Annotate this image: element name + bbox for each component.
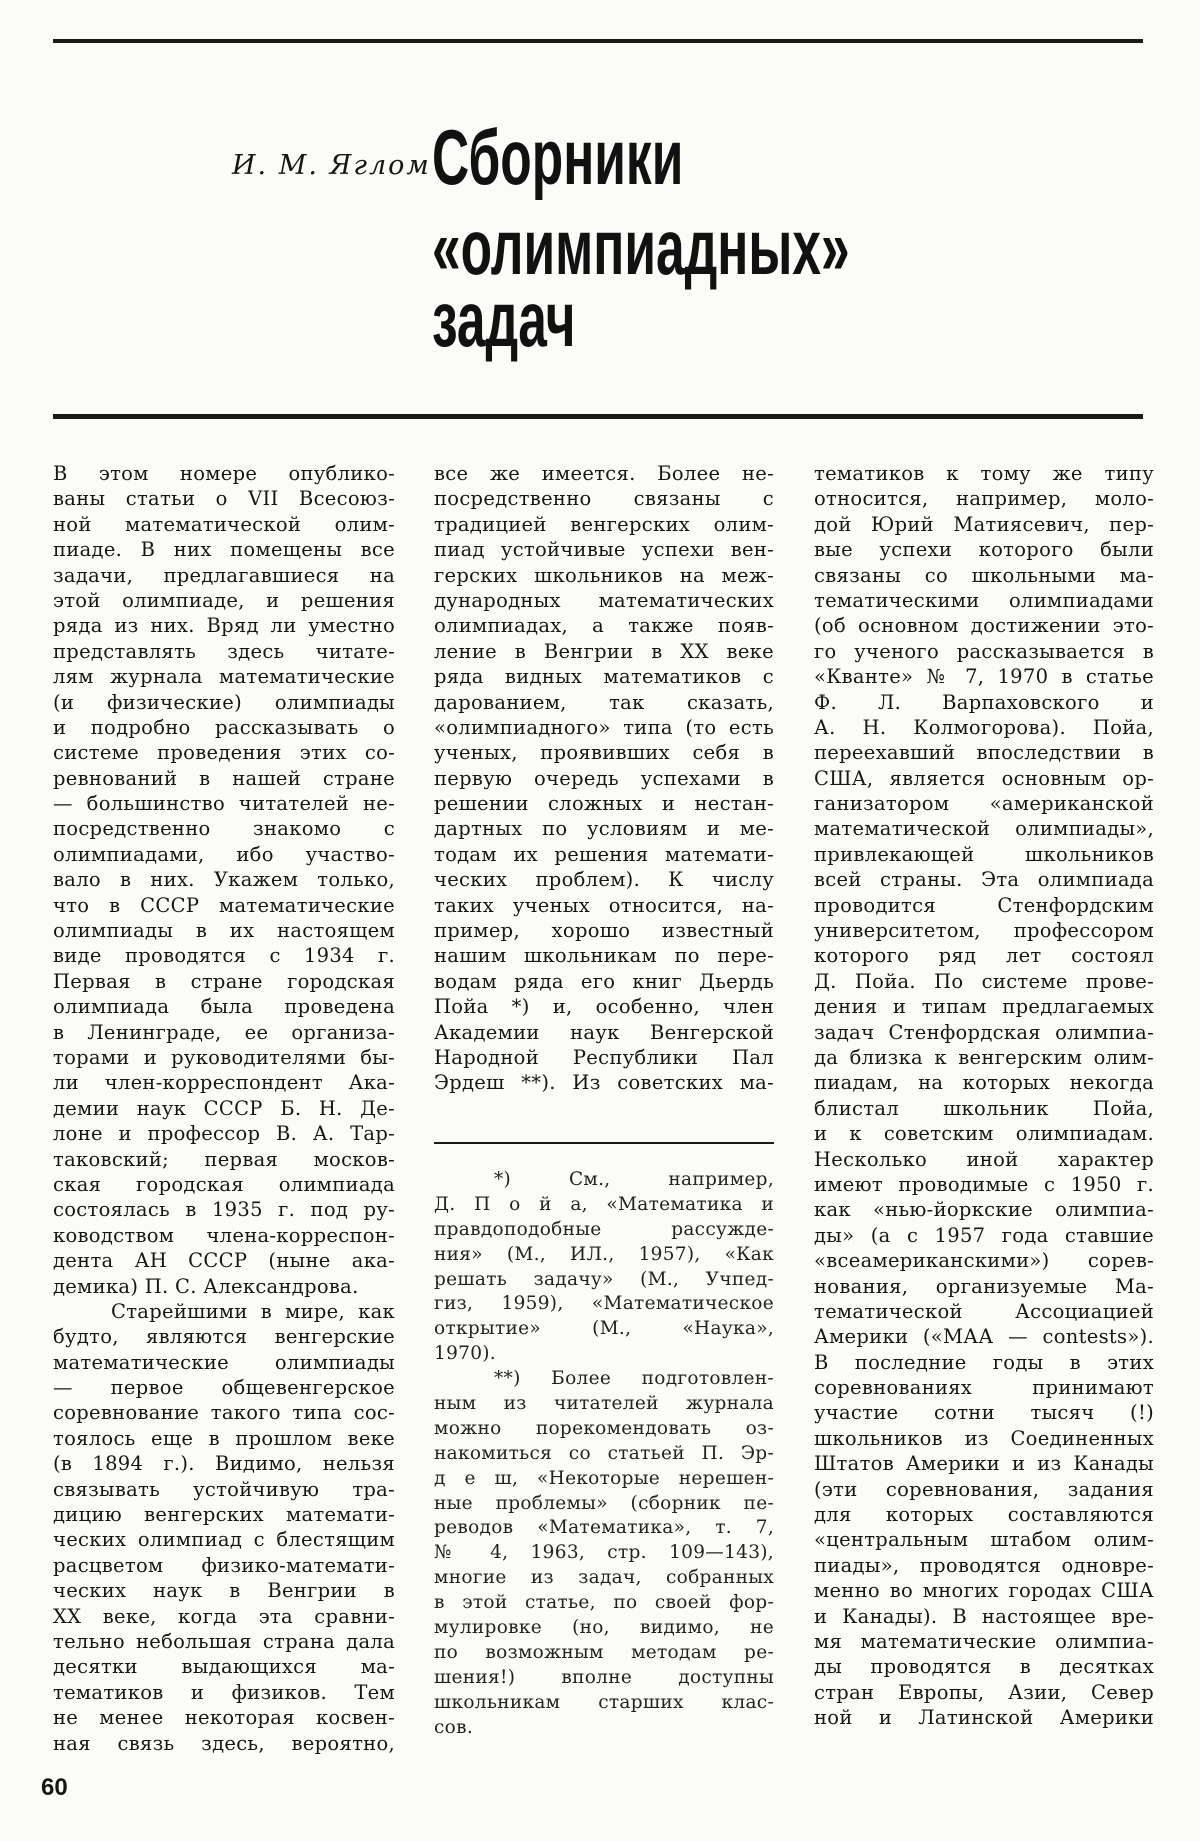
paragraph [53,461,395,1299]
text-line: Академии наук Венгерской [434,1020,774,1044]
text-line: решать задачу» (М., Учпед- [434,1268,774,1290]
text-line: относится, например, моло- [814,487,1154,511]
text-line: тематиков к тому же типу [814,462,1154,485]
text-line: стран Европы, Азии, Север [814,1680,1154,1704]
text-line: связаны со школьными ма- [814,563,1154,587]
text-line: в этой статье, по своей фор- [434,1592,774,1614]
text-column-3 [814,461,1154,1731]
text-line: участие сотни тысяч (!) [814,1401,1154,1425]
text-line: д е ш, «Некоторые нерешен- [434,1467,774,1489]
text-line: (эти соревнования, задания [814,1477,1154,1501]
text-line: пиадам, на которых некогда [814,1071,1154,1095]
text-line: герских школьников на меж- [434,563,774,587]
text-line: Д. П о й а, «Математика и [434,1193,774,1215]
text-line: Старейшими в мире, как [111,1299,395,1323]
text-line: проводится Стенфордским [814,893,1154,917]
text-line: гиз, 1959), «Математическое [434,1293,774,1315]
text-line: дой Юрий Матиясевич, пер- [814,512,1154,536]
text-line: Народной Республики Пал [434,1045,774,1069]
text-line: ганизатором «американской [814,792,1154,816]
text-line: и Канады). В настоящее вре- [814,1604,1154,1628]
text-line: таких ученых относится, на- [434,893,774,917]
article-title-line-2: «олимпиадных» [432,203,850,291]
text-column-1 [53,461,395,1756]
paragraph [434,461,774,1096]
text-line: для которых составляются [814,1503,1154,1527]
text-line: ваны статьи о VII Всесоюз- [53,487,395,511]
text-line: пример, хорошо известный [434,919,774,943]
footnotes [434,1168,774,1740]
text-line: Несколько иной характер [814,1147,1154,1171]
text-line: ния» (М., ИЛ., 1957), «Как [434,1243,774,1265]
text-line: (и физические) олимпиады [53,690,395,714]
text-line: менно во многих городах США [814,1579,1154,1603]
text-line: дународных математических [434,588,774,612]
text-line: ряда видных математиков с [434,665,774,689]
text-line: первую очередь успехами в [434,766,774,790]
text-line: да близка к венгерским олим- [814,1045,1154,1069]
text-line: школьников из Соединенных [814,1426,1154,1450]
text-line: 1970). [434,1343,496,1365]
text-line: десятки выдающихся ма- [53,1655,395,1679]
text-line: мя математические олимпиа- [814,1629,1154,1653]
text-line: связывать устойчивую тра- [53,1477,395,1501]
text-line: ные проблемы» (сборник пе- [434,1492,774,1514]
text-line: правдоподобные рассужде- [434,1218,774,1240]
text-line: которого ряд лет состоял [814,944,1154,968]
text-line: ды проводятся в десятках [814,1655,1154,1679]
text-line: тодам их решения математи- [434,842,774,866]
article-title-line-3: задач [432,275,576,363]
text-line: задачи, предлагавшиеся на [53,563,395,587]
text-line: ды» (а с 1957 года ставшие [814,1223,1154,1247]
article-author: И. М. Яглом [232,150,431,181]
text-line: нашим школьникам по пере- [434,944,774,968]
text-line: ли член-корреспондент Ака- [53,1071,395,1095]
text-line: дарованием, так сказать, [434,690,774,714]
text-line: В этом номере опублико- [53,462,395,485]
text-column-2 [434,461,774,1096]
text-line: ская городская олимпиада [53,1172,395,1196]
text-line: XX веке, когда эта сравни- [53,1604,395,1628]
text-line: нования, организуемые Ма- [814,1274,1154,1298]
text-line: «олимпиадного» типа (то есть [434,715,774,739]
text-line: олимпиадах, а также появ- [434,614,774,638]
text-line: соревнованиях принимают [814,1376,1154,1400]
text-line: состоялась в 1935 г. под ру- [53,1198,395,1222]
text-line: что в СССР математические [53,893,395,917]
text-line: ученых, проявивших себя в [434,741,774,765]
text-line: открытие» (М., «Наука», [434,1318,774,1340]
text-line: Ф. Л. Варпаховского и [814,690,1154,714]
text-line: Д. Пойа. По системе прове- [814,969,1154,993]
text-line: тематической Ассоциацией [814,1299,1154,1323]
text-line: накомиться со статьей П. Эр- [434,1442,774,1464]
text-line: ным из читателей журнала [434,1393,774,1415]
text-line: будто, являются венгерские [53,1325,395,1349]
text-line: ряда из них. Вряд ли уместно [53,614,395,638]
text-line: торами и руководителями бы- [53,1045,395,1069]
text-line: лоне и профессор В. А. Тар- [53,1122,395,1146]
text-line: можно порекомендовать оз- [434,1417,774,1439]
text-line: олимпиада была проведена [53,995,395,1019]
paragraph [434,1168,774,1367]
text-line: ческих наук в Венгрии в [53,1579,395,1603]
text-line: США, является основным ор- [814,766,1154,790]
text-line: блистал школьник Пойа, [814,1096,1154,1120]
text-line: системе проведения этих со- [53,741,395,765]
top-rule [53,39,1143,43]
text-line: имеют проводимые с 1950 г. [814,1172,1154,1196]
text-line: ческих проблем). К числу [434,868,774,892]
text-line: университетом, профессором [814,919,1154,943]
text-line: В последние годы в этих [814,1350,1154,1374]
text-line: переехавший впоследствии в [814,741,1154,765]
text-line: демика) П. С. Александрова. [53,1274,359,1298]
text-line: олимпиады в их настоящем [53,919,395,943]
text-line: ревнований в нашей стране [53,766,395,790]
text-line: «центральным штабом олим- [814,1528,1154,1552]
text-line: представлять здесь читате- [53,639,395,663]
text-line: Пойа *) и, особенно, член [434,995,774,1019]
text-line: ление в Венгрии в XX веке [434,639,774,663]
text-line: и подробно рассказывать о [53,715,395,739]
text-line: — большинство читателей не- [53,792,395,816]
text-line: и к советским олимпиадам. [814,1122,1154,1146]
text-line: ной и Латинской Америки [814,1706,1154,1730]
text-line: реводов «Математика», т. 7, [434,1517,774,1539]
text-line: (об основном достижении это- [814,614,1154,638]
text-line: в Ленинграде, ее организа- [53,1020,395,1044]
text-line: *) См., например, [494,1169,774,1190]
text-line: «Кванте» № 7, 1970 в статье [814,665,1154,689]
text-line: шения!) вполне доступны [434,1666,774,1688]
text-line: всей страны. Эта олимпиада [814,868,1154,892]
text-line: водам ряда его книг Дьердь [434,969,774,993]
text-line: (в 1894 г.). Видимо, нельзя [53,1452,395,1476]
text-line: дента АН СССР (ныне ака- [53,1249,395,1273]
text-line: Америки («МАА — contests»). [814,1325,1154,1349]
text-line: посредственно знакомо с [53,817,395,841]
text-line: № 4, 1963, стр. 109—143), [434,1542,774,1564]
footnote-separator [434,1142,774,1144]
text-line: — первое общевенгерское [53,1376,395,1400]
article-title-line-1: Сборники [432,113,684,201]
text-line: дицию венгерских математи- [53,1503,395,1527]
header-bottom-rule [53,414,1143,419]
text-line: посредственно связаны с [434,487,774,511]
text-line: многие из задач, собранных [434,1567,774,1589]
text-line: решении сложных и нестан- [434,792,774,816]
text-line: ческих олимпиад с блестящим [53,1528,395,1552]
text-line: Первая в стране городская [53,969,395,993]
text-line: математические олимпиады [53,1350,395,1374]
text-line: Эрдеш **). Из советских ма- [434,1071,774,1095]
text-line: ководством члена-корреспон- [53,1223,395,1247]
text-line: вало в них. Укажем только, [53,868,395,892]
text-line: виде проводятся с 1934 г. [53,944,395,968]
text-line: «всеамериканскими») сорев- [814,1249,1154,1273]
text-line: дения и типам предлагаемых [814,995,1154,1019]
text-line: привлекающей школьников [814,842,1154,866]
text-line: школьникам старших клас- [434,1691,774,1713]
text-line: пиад устойчивые успехи вен- [434,538,774,562]
text-line: ная связь здесь, вероятно, [53,1731,395,1755]
text-line: расцветом физико-математи- [53,1553,395,1577]
text-line: Штатов Америки и из Канады [814,1452,1154,1476]
text-line: ной математической олим- [53,512,395,536]
text-line: сов. [434,1716,473,1738]
text-line: все же имеется. Более не- [434,462,774,485]
text-line: тельно небольшая страна дала [53,1629,395,1653]
text-line: пиаде. В них помещены все [53,538,395,562]
text-line: А. Н. Колмогорова). Пойа, [814,715,1154,739]
text-line: задач Стенфордская олимпиа- [814,1020,1154,1044]
paragraph [814,461,1154,1731]
text-line: по возможным методам ре- [434,1641,774,1663]
text-line: вые успехи которого были [814,538,1154,562]
text-line: мулировке (но, видимо, не [434,1617,774,1639]
text-line: традицией венгерских олим- [434,512,774,536]
text-line: математической олимпиады», [814,817,1154,841]
text-line: этой олимпиаде, и решения [53,588,395,612]
text-line: как «нью-йоркские олимпиа- [814,1198,1154,1222]
paragraph [53,1299,395,1756]
text-line: не менее некоторая косвен- [53,1706,395,1730]
text-line: демии наук СССР Б. Н. Де- [53,1096,395,1120]
text-line: соревнование такого типа сос- [53,1401,395,1425]
text-line: тематиков и физиков. Тем [53,1680,395,1704]
text-line: дартных по условиям и ме- [434,817,774,841]
page-number: 60 [41,1774,68,1801]
text-line: лям журнала математические [53,665,395,689]
text-line: го ученого рассказывается в [814,639,1154,663]
text-line: пиады», проводятся одновре- [814,1553,1154,1577]
text-line: тематическими олимпиадами [814,588,1154,612]
paragraph [434,1367,774,1740]
text-line: **) Более подготовлен- [494,1368,774,1390]
text-line: олимпиадами, ибо участво- [53,842,395,866]
text-line: таковский; первая москов- [53,1147,395,1171]
text-line: тоялось еще в прошлом веке [53,1426,395,1450]
